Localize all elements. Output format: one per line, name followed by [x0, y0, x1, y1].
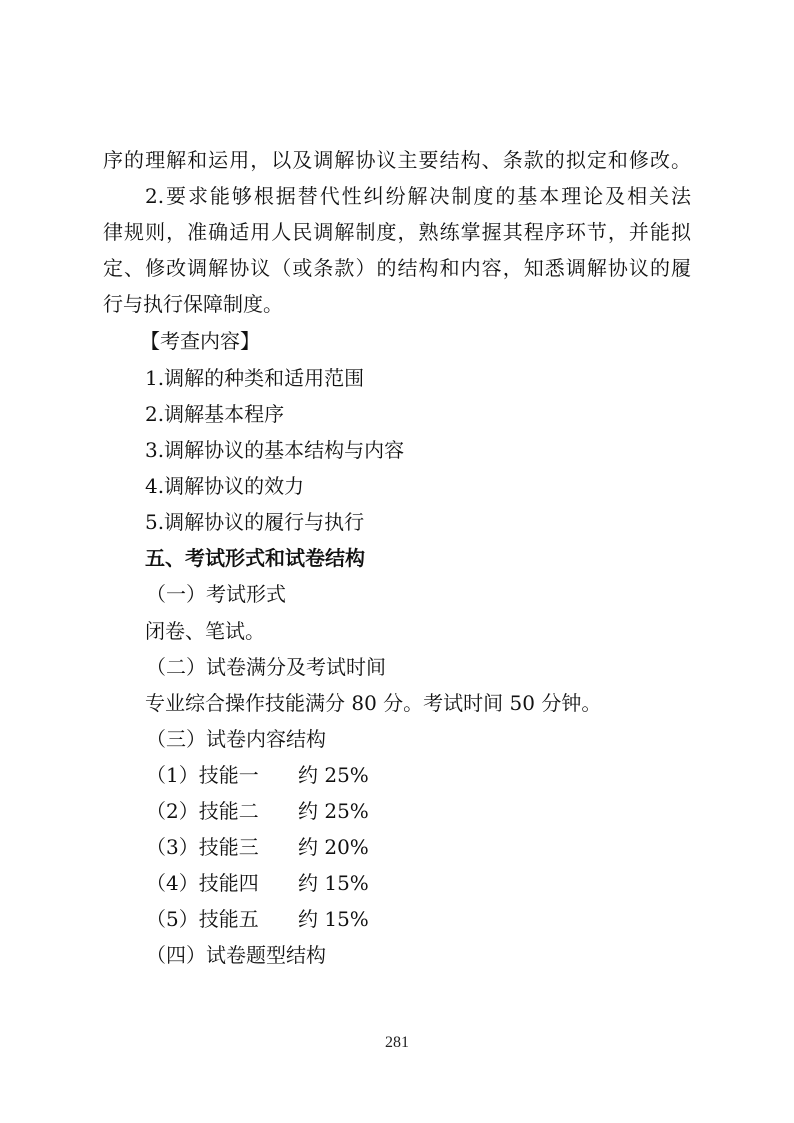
exam-content-item: 5.调解协议的履行与执行 [145, 510, 365, 534]
content-structure-row [146, 761, 369, 789]
subsection-title: （四）试卷题型结构 [146, 943, 326, 967]
exam-content-item: 3.调解协议的基本结构与内容 [145, 438, 405, 462]
subsection-title: （一）考试形式 [146, 582, 286, 606]
skill-label: （2）技能二 [146, 799, 259, 823]
section-heading: 五、考试形式和试卷结构 [145, 546, 365, 570]
skill-share: 约 25% [298, 763, 369, 787]
skill-share: 约 20% [298, 835, 369, 859]
skill-share: 约 15% [298, 907, 369, 931]
paragraph-line: 律规则，准确适用人民调解制度，熟练掌握其程序环节，并能拟 [103, 220, 691, 244]
content-structure-row [146, 797, 369, 825]
paragraph-line: 2.要求能够根据替代性纠纷解决制度的基本理论及相关法 [145, 184, 691, 208]
skill-label: （3）技能三 [146, 835, 259, 859]
paragraph-line: 行与执行保障制度。 [103, 292, 283, 316]
skill-share: 约 25% [298, 799, 369, 823]
subsection-title: （三）试卷内容结构 [146, 727, 326, 751]
paragraph-line: 定、修改调解协议（或条款）的结构和内容，知悉调解协议的履 [103, 256, 691, 280]
content-structure-row [146, 833, 369, 861]
skill-label: （1）技能一 [146, 763, 259, 787]
body-text: 闭卷、笔试。 [145, 619, 265, 643]
body-text: 专业综合操作技能满分 80 分。考试时间 50 分钟。 [145, 691, 602, 715]
exam-content-item: 4.调解协议的效力 [145, 474, 305, 498]
exam-content-title: 【考查内容】 [140, 329, 260, 353]
exam-content-item: 2.调解基本程序 [145, 402, 285, 426]
page-number: 281 [385, 1034, 409, 1051]
subsection-title: （二）试卷满分及考试时间 [146, 655, 386, 679]
skill-label: （4）技能四 [146, 871, 259, 895]
content-structure-row [146, 869, 369, 897]
skill-label: （5）技能五 [146, 907, 259, 931]
paragraph-line: 序的理解和运用，以及调解协议主要结构、条款的拟定和修改。 [103, 148, 691, 172]
content-structure-row [146, 905, 369, 933]
skill-share: 约 15% [298, 871, 369, 895]
exam-content-item: 1.调解的种类和适用范围 [145, 366, 365, 390]
